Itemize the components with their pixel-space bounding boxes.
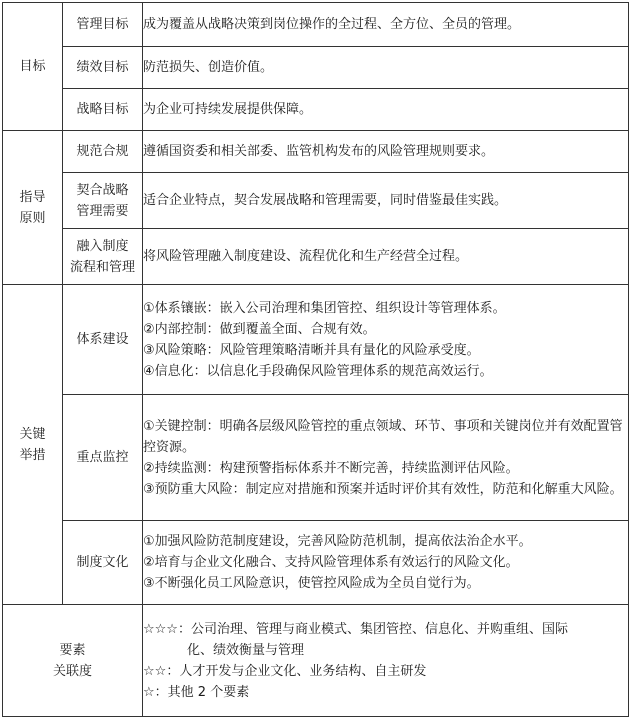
group-label: 指导 原则	[19, 189, 46, 226]
relevance-line-continuation: 化、绩效衡量与管理	[187, 642, 305, 658]
table-row	[3, 285, 629, 395]
sub-label-cell	[63, 285, 143, 395]
elements-label: 要素 关联度	[52, 642, 92, 679]
relevance-line-1-star	[143, 682, 628, 703]
group-cell-key-measures	[3, 285, 63, 605]
relevance-line-3-stars	[143, 619, 628, 640]
table-row	[3, 521, 629, 605]
sub-label: 规范合规	[76, 144, 129, 159]
group-label: 目标	[19, 59, 46, 74]
star-rating-3: ☆☆☆	[143, 621, 178, 637]
sub-label: 制度文化	[76, 555, 129, 570]
content-cell	[143, 229, 629, 285]
sub-label: 绩效目标	[76, 60, 129, 75]
content-line: 防范损失、创造价值。	[143, 60, 274, 75]
content-cell	[143, 89, 629, 131]
content-line: ②培育与企业文化融合、支持风险管理体系有效运行的风险文化。	[143, 555, 519, 570]
sub-label-cell	[63, 3, 143, 47]
content-line: ③预防重大风险：制定应对措施和预案并适时评价其有效性，防范和化解重大风险。	[143, 481, 623, 497]
elements-content-cell	[143, 605, 629, 717]
content-cell	[143, 47, 629, 89]
sub-label-cell	[63, 47, 143, 89]
content-cell	[143, 3, 629, 47]
relevance-text: ：其他 2 个要素	[154, 684, 250, 700]
content-cell	[143, 173, 629, 229]
content-line: ①关键控制：明确各层级风险管控的重点领域、环节、事项和关键岗位并有效配置管控资源。	[143, 418, 623, 455]
table-row	[3, 3, 629, 47]
content-cell	[143, 521, 629, 605]
sub-label-cell	[63, 131, 143, 173]
table-row	[3, 173, 629, 229]
content-line: 将风险管理融入制度建设、流程优化和生产经营全过程。	[143, 249, 469, 264]
table-row	[3, 229, 629, 285]
content-line: ④信息化：以信息化手段确保风险管理体系的规范高效运行。	[143, 363, 493, 379]
content-line: ①加强风险防范制度建设，完善风险防范机制，提高依法治企水平。	[143, 534, 532, 549]
group-cell-principles	[3, 131, 63, 285]
group-label: 关键 举措	[19, 426, 46, 463]
sub-label: 重点监控	[76, 450, 129, 465]
table-row	[3, 131, 629, 173]
sub-label-cell	[63, 229, 143, 285]
relevance-line-2-stars	[143, 661, 628, 682]
risk-management-table	[2, 2, 629, 717]
content-line: 成为覆盖从战略决策到岗位操作的全过程、全方位、全员的管理。	[143, 17, 521, 32]
content-cell	[143, 395, 629, 521]
content-cell	[143, 285, 629, 395]
table-row	[3, 605, 629, 717]
group-cell-goals	[3, 3, 63, 131]
content-cell	[143, 131, 629, 173]
content-line: 适合企业特点，契合发展战略和管理需要，同时借鉴最佳实践。	[143, 193, 508, 208]
sub-label: 战略目标	[76, 102, 129, 117]
relevance-text: ：公司治理、管理与商业模式、集团管控、信息化、并购重组、国际	[177, 621, 568, 637]
content-line: ③不断强化员工风险意识，使管控风险成为全员自觉行为。	[143, 576, 480, 591]
sub-label-cell	[63, 395, 143, 521]
content-line: 为企业可持续发展提供保障。	[143, 102, 313, 117]
sub-label-cell	[63, 521, 143, 605]
content-line: ③风险策略：风险管理策略清晰并具有量化的风险承受度。	[143, 342, 480, 358]
sub-label: 管理目标	[76, 17, 129, 32]
sub-label: 体系建设	[76, 332, 129, 347]
star-rating-2: ☆☆	[143, 663, 167, 679]
table-row	[3, 89, 629, 131]
content-line: ②内部控制：做到覆盖全面、合规有效。	[143, 321, 376, 337]
elements-label-cell	[3, 605, 143, 717]
star-rating-1: ☆	[143, 684, 155, 700]
sub-label: 契合战略 管理需要	[76, 182, 129, 219]
content-line: 遵循国资委和相关部委、监管机构发布的风险管理规则要求。	[143, 144, 495, 159]
table-row	[3, 395, 629, 521]
sub-label-cell	[63, 173, 143, 229]
content-line: ②持续监测：构建预警指标体系并不断完善，持续监测评估风险。	[143, 460, 519, 476]
relevance-text: ：人才开发与企业文化、业务结构、自主研发	[166, 663, 427, 679]
sub-label-cell	[63, 89, 143, 131]
table-row	[3, 47, 629, 89]
sub-label: 融入制度 流程和管理	[69, 238, 135, 275]
content-line: ①体系镶嵌：嵌入公司治理和集团管控、组织设计等管理体系。	[143, 300, 506, 316]
